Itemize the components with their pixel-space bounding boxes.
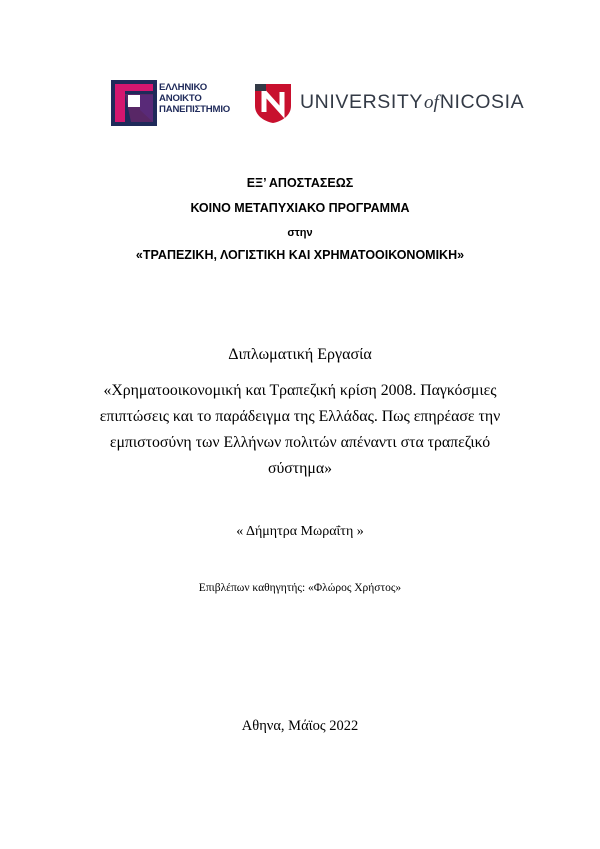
eap-line-1: ΕΛΛΗΝΙΚΟ: [159, 82, 208, 93]
eap-line-2: ΑΝΟΙΚΤΟ: [159, 93, 202, 104]
author-name: « Δήμητρα Μωραΐτη »: [236, 524, 364, 539]
unic-wordmark: [300, 91, 524, 114]
eap-emblem-icon: [111, 80, 157, 126]
thesis-title-line-1: «Χρηματοοικονομική και Τραπεζική κρίση 2008. Παγκόσμιες: [103, 382, 497, 399]
place-date: Αθηνα, Μάϊος 2022: [241, 718, 359, 734]
unic-logo: [253, 82, 525, 124]
thesis-title-line-4: σύστημα»: [267, 460, 333, 477]
thesis-title-line-3: εμπιστοσύνη των Ελλήνων πολιτών απέναντι στα τραπεζικό: [109, 434, 491, 451]
eap-line-3: ΠΑΝΕΠΙΣΤΗΜΙΟ: [159, 104, 231, 115]
unic-word-nicosia: NICOSIA: [439, 91, 525, 113]
supervisor: Επιβλέπων καθηγητής: «Φλώρος Χρήστος»: [198, 582, 402, 594]
unic-word-university: UNIVERSITY: [300, 91, 424, 113]
header-line-3: στην: [287, 227, 313, 239]
header-line-4: «ΤΡΑΠΕΖΙΚΗ, ΛΟΓΙΣΤΙΚΗ ΚΑΙ ΧΡΗΜΑΤΟΟΙΚΟΝΟΜΙΚΗ»: [135, 248, 465, 262]
unic-word-of: of: [424, 92, 439, 113]
header-line-2: ΚΟΙΝΟ ΜΕΤΑΠΥΧΙΑΚΟ ΠΡΟΓΡΑΜΜΑ: [190, 201, 410, 215]
unic-shield-icon: [253, 82, 293, 124]
thesis-title-line-2: επιπτώσεις και το παράδειγμα της Ελλάδας. Πως επηρέασε την: [99, 408, 501, 425]
thesis-type: Διπλωματική Εργασία: [228, 346, 372, 363]
header-line-1: ΕΞ’ ΑΠΟΣΤΑΣΕΩΣ: [246, 176, 354, 190]
eap-logo: [111, 80, 241, 126]
eap-logo-text: [159, 82, 230, 115]
